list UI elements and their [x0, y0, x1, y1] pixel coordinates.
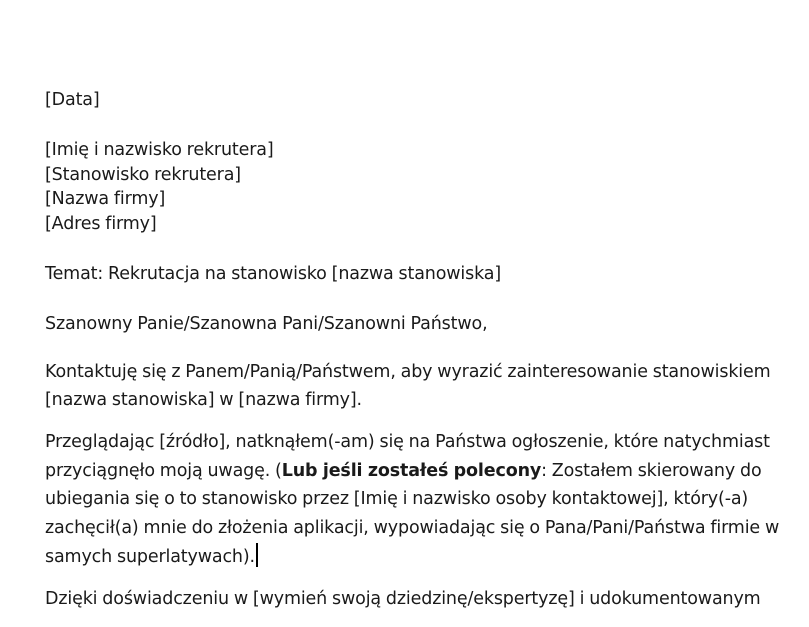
- letter-body: [45, 88, 785, 613]
- recipient-position: [Stanowisko rekrutera]: [45, 164, 241, 185]
- recipient-company: [Nazwa firmy]: [45, 189, 166, 210]
- recipient-address: [Adres firmy]: [45, 214, 157, 235]
- paragraph-source-text: Przeglądając [źródło], natknąłem(-am) się na Państwa ogłoszenie, które natychmiast przyciągnęło moją uwagę. (: [45, 431, 770, 481]
- paragraph-experience: Dzięki doświadczeniu w [wymień swoją dziedzinę/ekspertyzę] i udokumentowanym: [45, 588, 761, 609]
- paragraph-source-continuation: : Zostałem skierowany do ubiegania się o to stanowisko przez [Imię i nazwisko osoby kontaktowej], który(-a) zachęcił(a) mnie do złożenia aplikacji, wypowiadając się o Pana/Pani/Państwa firmie w samych superlatywach).: [45, 460, 780, 567]
- paragraph-source: [45, 428, 785, 572]
- letter-subject: Temat: Rekrutacja na stanowisko [nazwa stanowiska]: [45, 263, 502, 284]
- recipient-block: [45, 138, 785, 237]
- recipient-name: [Imię i nazwisko rekrutera]: [45, 139, 274, 160]
- text-cursor: [256, 543, 258, 567]
- letter-salutation: Szanowny Panie/Szanowna Pani/Szanowni Państwo,: [45, 313, 488, 334]
- letter-date: [Data]: [45, 90, 100, 110]
- referral-note-bold: Lub jeśli zostałeś polecony: [281, 460, 542, 481]
- paragraph-interest: Kontaktuję się z Panem/Panią/Państwem, aby wyrazić zainteresowanie stanowiskiem [nazwa stanowiska] w [nazwa firmy].: [45, 361, 771, 411]
